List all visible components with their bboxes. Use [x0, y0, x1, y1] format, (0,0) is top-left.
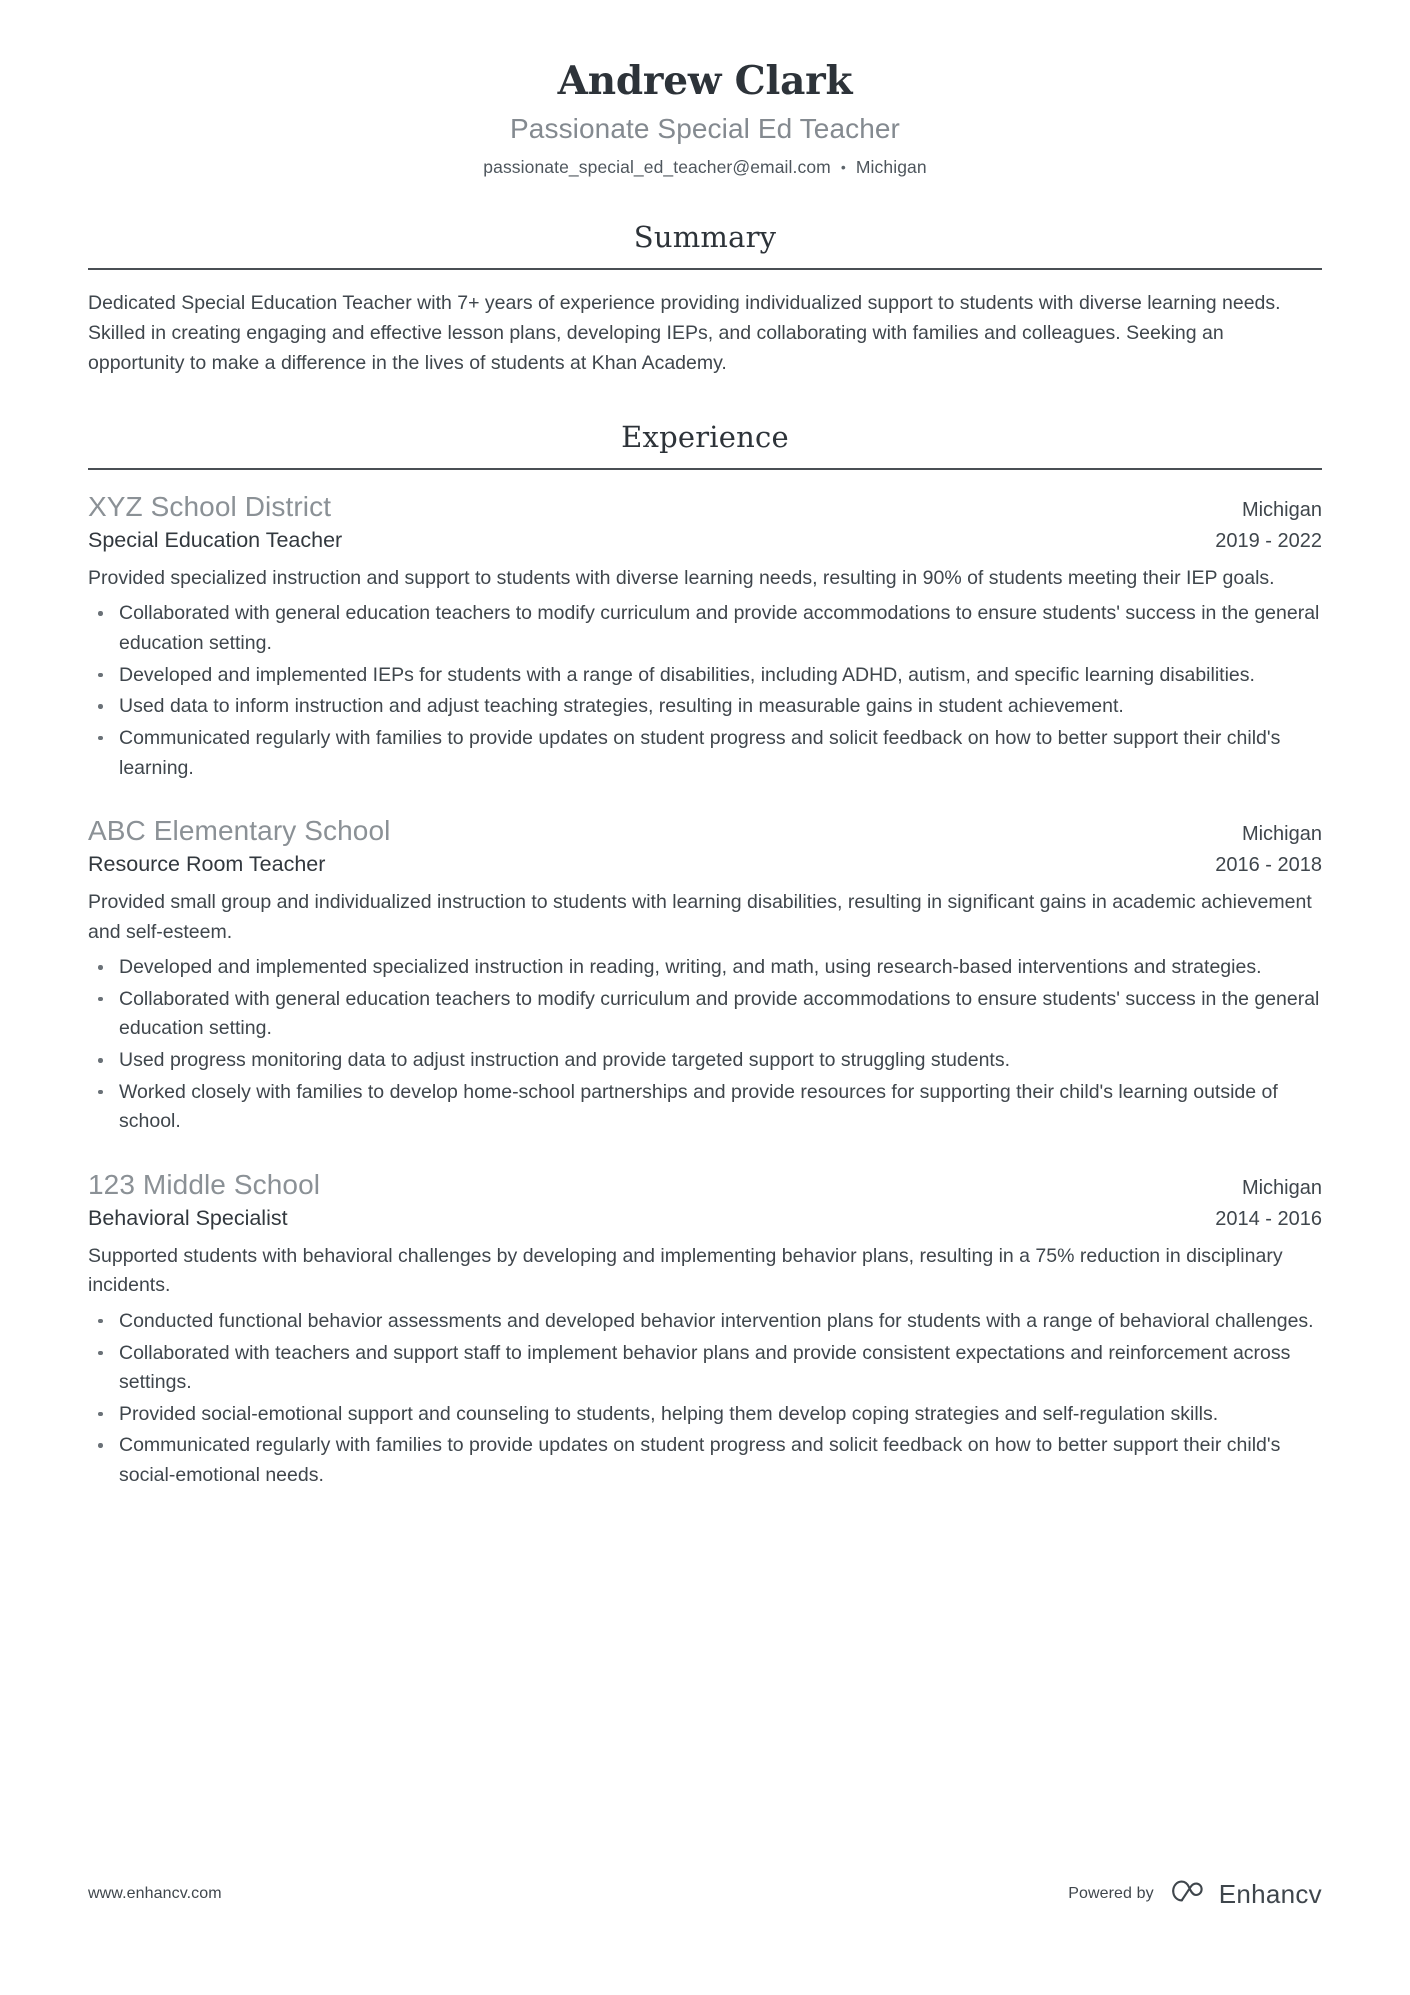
experience-entry	[88, 489, 1322, 783]
experience-entry-subheader	[88, 1205, 1322, 1233]
experience-bullet-list	[88, 1307, 1322, 1491]
enhancv-infinity-logo-icon	[1170, 1878, 1208, 1909]
footer-website-url[interactable]: www.enhancv.com	[88, 1884, 222, 1902]
list-item: Collaborated with teachers and support staff to implement behavior plans and provide consistent expectations and reinforcement across settings.	[88, 1339, 1322, 1398]
powered-by-label: Powered by	[1068, 1884, 1154, 1902]
experience-entry-subheader	[88, 527, 1322, 555]
list-item: Developed and implemented specialized instruction in reading, writing, and math, using research-based interventions and strategies.	[88, 953, 1322, 983]
experience-bullet-list	[88, 599, 1322, 783]
experience-entry-header	[88, 489, 1322, 525]
experience-summary: Provided small group and individualized instruction to students with learning disabilities, resulting in significant gains in academic achievement and self-esteem.	[88, 890, 1312, 943]
contact-email: passionate_special_ed_teacher@email.com	[483, 157, 831, 178]
list-item: Provided social-emotional support and counseling to students, helping them develop coping strategies and self-regulation skills.	[88, 1400, 1322, 1430]
contact-line	[88, 157, 1322, 178]
contact-separator-dot-icon: •	[840, 158, 846, 175]
experience-dates: 2019 - 2022	[1215, 529, 1322, 552]
experience-dates: 2016 - 2018	[1215, 854, 1322, 877]
resume-header	[88, 0, 1322, 178]
contact-location: Michigan	[855, 157, 927, 178]
header-subtitle: Passionate Special Ed Teacher	[510, 113, 900, 145]
summary-body	[88, 270, 1322, 378]
experience-company: XYZ School District	[88, 491, 332, 523]
section-title-experience: Experience	[621, 420, 789, 455]
enhancv-brand-name: Enhancv	[1218, 1878, 1322, 1909]
experience-body	[88, 470, 1322, 1491]
footer-branding	[1068, 1878, 1322, 1909]
section-summary	[88, 222, 1322, 378]
experience-job-title: Resource Room Teacher	[88, 852, 326, 877]
experience-entry-subheader	[88, 851, 1322, 879]
list-item: Used data to inform instruction and adjust teaching strategies, resulting in measurable gains in student achievement.	[88, 692, 1322, 722]
experience-entry-header	[88, 813, 1322, 849]
section-experience	[88, 422, 1322, 1491]
experience-entry	[88, 813, 1322, 1137]
page-title: Andrew Clark	[557, 58, 853, 104]
list-item: Conducted functional behavior assessments and developed behavior intervention plans for students with a range of behavioral challenges.	[88, 1307, 1322, 1337]
list-item: Communicated regularly with families to provide updates on student progress and solicit feedback on how to better support their child's social-emotional needs.	[88, 1431, 1322, 1490]
experience-entry-header	[88, 1167, 1322, 1203]
experience-company: 123 Middle School	[88, 1168, 321, 1200]
experience-summary: Provided specialized instruction and support to students with diverse learning needs, resulting in 90% of students meeting their IEP goals.	[88, 566, 1275, 589]
experience-job-title: Special Education Teacher	[88, 527, 343, 552]
resume-footer	[88, 1878, 1322, 1909]
list-item: Communicated regularly with families to provide updates on student progress and solicit feedback on how to better support their child's learning.	[88, 724, 1322, 783]
experience-company: ABC Elementary School	[88, 815, 391, 847]
experience-job-title: Behavioral Specialist	[88, 1205, 288, 1230]
experience-location: Michigan	[1241, 499, 1322, 522]
experience-dates: 2014 - 2016	[1215, 1207, 1322, 1230]
section-title-summary: Summary	[633, 220, 777, 255]
list-item: Collaborated with general education teachers to modify curriculum and provide accommodations to ensure students' success in the general education setting.	[88, 985, 1322, 1044]
enhancv-brand	[1170, 1878, 1322, 1909]
list-item: Used progress monitoring data to adjust instruction and provide targeted support to struggling students.	[88, 1046, 1322, 1076]
summary-text: Dedicated Special Education Teacher with 7+ years of experience providing individualized support to students with diverse learning needs. Skilled in creating engaging and effective lesson plans, developing IEPs, and collaborating with families and colleagues. Seeking an opportunity to make a difference in the lives of students at Khan Academy.	[88, 292, 1281, 374]
list-item: Developed and implemented IEPs for students with a range of disabilities, including ADHD, autism, and specific learning disabilities.	[88, 661, 1322, 691]
experience-location: Michigan	[1241, 823, 1322, 846]
experience-summary: Supported students with behavioral challenges by developing and implementing behavior plans, resulting in a 75% reduction in disciplinary incidents.	[88, 1244, 1283, 1297]
list-item: Worked closely with families to develop home-school partnerships and provide resources for supporting their child's learning outside of school.	[88, 1078, 1322, 1137]
experience-entry	[88, 1167, 1322, 1491]
experience-bullet-list	[88, 953, 1322, 1137]
experience-location: Michigan	[1241, 1176, 1322, 1199]
list-item: Collaborated with general education teachers to modify curriculum and provide accommodations to ensure students' success in the general education setting.	[88, 599, 1322, 658]
